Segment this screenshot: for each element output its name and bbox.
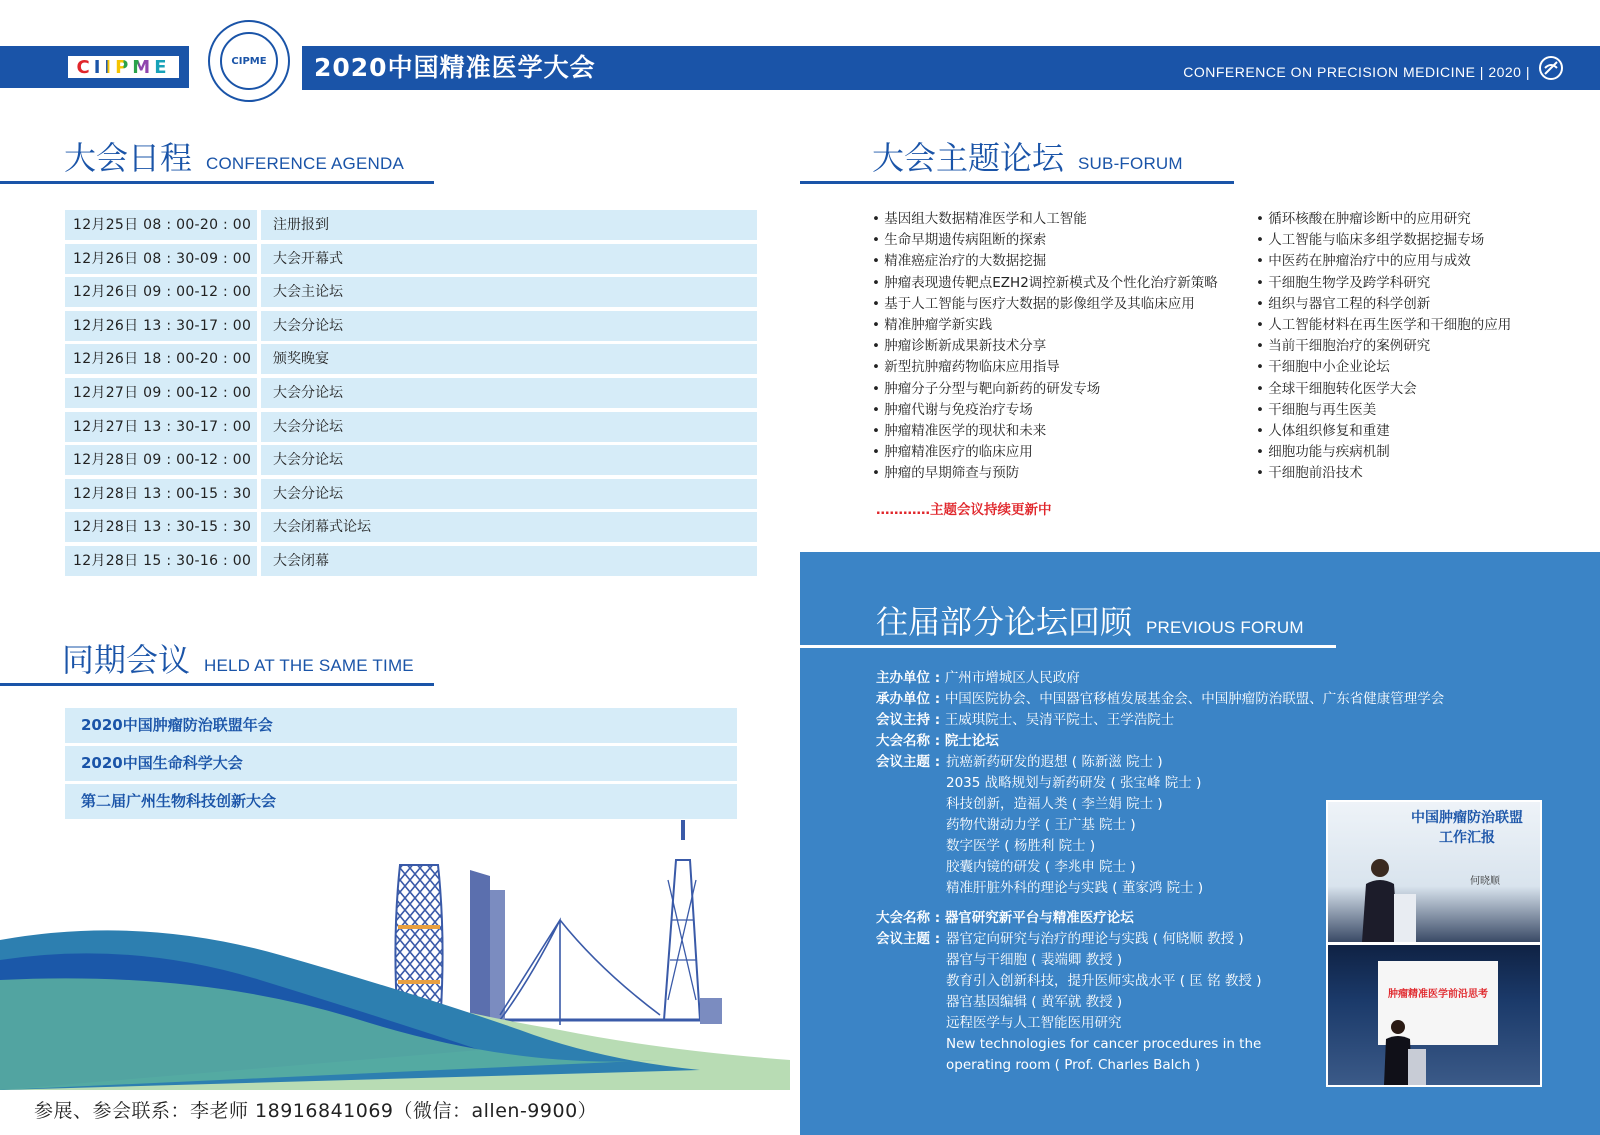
agenda-event: 大会分论坛 <box>261 412 757 442</box>
sub-forum-item: • 基于人工智能与医疗大数据的影像组学及其临床应用 <box>872 294 1218 315</box>
topic1-item: 2035 战略规划与新药研发 ( 张宝峰 院士 ) <box>946 775 1202 791</box>
agenda-event: 大会分论坛 <box>261 445 757 475</box>
sub-forum-item: • 肿瘤精准医疗的临床应用 <box>872 442 1218 463</box>
topic2-item: 器官与干细胞 ( 裴端卿 教授 ) <box>946 952 1123 968</box>
topic1-item: 数字医学 ( 杨胜利 院士 ) <box>946 838 1096 854</box>
agenda-row <box>65 546 757 576</box>
chair-line <box>876 710 1174 731</box>
same-time-item: 2020中国生命科学大会 <box>65 746 737 781</box>
conference-emblem <box>208 20 290 102</box>
topic2-item: New technologies for cancer procedures in the <box>946 1036 1262 1052</box>
sub-forum-list-left <box>872 209 1218 485</box>
agenda-time: 12月27日 09 : 00-12 : 00 <box>65 378 257 408</box>
sub-forum-title-rule <box>800 181 1234 184</box>
sub-forum-item: • 肿瘤代谢与免疫治疗专场 <box>872 400 1218 421</box>
sub-forum-item: • 新型抗肿瘤药物临床应用指导 <box>872 357 1218 378</box>
name1-value: 院士论坛 <box>944 733 999 749</box>
topic1-label: 会议主题 : <box>876 754 941 770</box>
photo1-speaker: 何晓顺 <box>1470 876 1500 887</box>
sub-forum-item: • 当前干细胞治疗的案例研究 <box>1256 336 1511 357</box>
sub-forum-item: • 全球干细胞转化医学大会 <box>1256 379 1511 400</box>
topic1-item: 精准肝脏外科的理论与实践 ( 董家鸿 院士 ) <box>946 880 1204 896</box>
agenda-event: 大会闭幕式论坛 <box>261 512 757 542</box>
agenda-row <box>65 378 757 408</box>
agenda-row <box>65 311 757 341</box>
photo2-caption: 肿瘤精准医学前沿思考 <box>1388 989 1488 1000</box>
agenda-title-cn: 大会日程 <box>64 139 193 177</box>
more-updating-note: …………主题会议持续更新中 <box>876 502 1052 518</box>
sub-forum-item: • 细胞功能与疾病机制 <box>1256 442 1511 463</box>
agenda-time: 12月28日 13 : 00-15 : 30 <box>65 479 257 509</box>
agenda-row <box>65 412 757 442</box>
topic2-item: 教育引入创新科技，提升医师实战水平 ( 匡 铭 教授 ) <box>946 973 1262 989</box>
name2-value: 器官研究新平台与精准医疗论坛 <box>944 910 1134 926</box>
agenda-title <box>64 138 404 184</box>
topic2-item: operating room ( Prof. Charles Balch ) <box>946 1057 1200 1073</box>
agenda-event: 大会闭幕 <box>261 546 757 576</box>
topic1-item: 抗癌新药研发的遐想 ( 陈新滋 院士 ) <box>946 754 1163 770</box>
organizer-value: 中国医院协会、中国器官移植发展基金会、中国肿瘤防治联盟、广东省健康管理学会 <box>944 691 1445 707</box>
topic2-item: 远程医学与人工智能医用研究 <box>946 1015 1122 1031</box>
same-time-title <box>62 640 414 686</box>
agenda-row <box>65 445 757 475</box>
city-skyline-illustration <box>0 820 790 1090</box>
agenda-row <box>65 277 757 307</box>
agenda-event: 颁奖晚宴 <box>261 344 757 374</box>
agenda-time: 12月28日 13 : 30-15 : 30 <box>65 512 257 542</box>
previous-title-rule <box>800 645 1336 648</box>
sub-forum-list-right <box>1256 209 1511 485</box>
previous-forum-title <box>876 602 1304 648</box>
sub-forum-item: • 生命早期遗传病阻断的探索 <box>872 230 1218 251</box>
agenda-time: 12月26日 18 : 00-20 : 00 <box>65 344 257 374</box>
speaker-figure-icon <box>1358 854 1418 942</box>
agenda-time: 12月26日 08 : 30-09 : 00 <box>65 244 257 274</box>
chair-label: 会议主持 : <box>876 712 945 728</box>
sub-forum-item: • 肿瘤精准医学的现状和未来 <box>872 421 1218 442</box>
host-value: 广州市增城区人民政府 <box>944 670 1080 686</box>
ciipme-logo <box>67 55 180 79</box>
agenda-time: 12月28日 09 : 00-12 : 00 <box>65 445 257 475</box>
topic2-item: 器官定向研究与治疗的理论与实践 ( 何晓顺 教授 ) <box>946 931 1244 947</box>
dna-icon <box>1538 55 1564 81</box>
topic2-label: 会议主题 : <box>876 931 941 947</box>
emblem-text: CIPME <box>220 32 278 90</box>
name1-label: 大会名称 : <box>876 733 945 749</box>
host-line <box>876 668 1080 689</box>
organizer-label: 承办单位 : <box>876 691 945 707</box>
agenda-time: 12月25日 08 : 00-20 : 00 <box>65 210 257 240</box>
sub-forum-item: • 肿瘤分子分型与靶向新药的研发专场 <box>872 379 1218 400</box>
sub-forum-title-cn: 大会主题论坛 <box>872 139 1065 177</box>
same-time-title-en: HELD AT THE SAME TIME <box>204 656 414 675</box>
agenda-row <box>65 244 757 274</box>
sub-forum-item: • 精准肿瘤学新实践 <box>872 315 1218 336</box>
sub-forum-item: • 人工智能材料在再生医学和干细胞的应用 <box>1256 315 1511 336</box>
topic1-item: 科技创新，造福人类 ( 李兰娟 院士 ) <box>946 796 1163 812</box>
agenda-title-rule <box>0 181 434 184</box>
same-time-title-cn: 同期会议 <box>62 641 191 679</box>
sub-forum-item: • 肿瘤的早期筛查与预防 <box>872 463 1218 484</box>
sub-forum-item: • 干细胞与再生医美 <box>1256 400 1511 421</box>
forum-photo-2 <box>1326 943 1542 1087</box>
sub-forum-item: • 基因组大数据精准医学和人工智能 <box>872 209 1218 230</box>
sub-forum-item: • 干细胞中小企业论坛 <box>1256 357 1511 378</box>
sub-forum-item: • 肿瘤表现遗传靶点EZH2调控新模式及个性化治疗新策略 <box>872 273 1218 294</box>
agenda-event: 大会分论坛 <box>261 479 757 509</box>
agenda-event: 注册报到 <box>261 210 757 240</box>
contact-info: 参展、参会联系：李老师 18916841069（微信：allen-9900） <box>34 1100 598 1122</box>
agenda-table <box>65 210 757 580</box>
name2-label: 大会名称 : <box>876 910 945 926</box>
sub-forum-item: • 干细胞生物学及跨学科研究 <box>1256 273 1511 294</box>
agenda-event: 大会开幕式 <box>261 244 757 274</box>
agenda-row <box>65 512 757 542</box>
sub-forum-title <box>872 138 1183 184</box>
previous-forum-panel <box>800 552 1600 1135</box>
same-time-item: 2020中国肿瘤防治联盟年会 <box>65 708 737 743</box>
host-label: 主办单位 : <box>876 670 945 686</box>
speaker-figure-icon <box>1380 1015 1430 1085</box>
sub-forum-item: • 肿瘤诊断新成果新技术分享 <box>872 336 1218 357</box>
previous-title-cn: 往届部分论坛回顾 <box>876 603 1133 641</box>
agenda-title-en: CONFERENCE AGENDA <box>206 154 405 173</box>
agenda-row <box>65 479 757 509</box>
chair-value: 王威琪院士、吴清平院士、王学浩院士 <box>944 712 1175 728</box>
agenda-time: 12月27日 13 : 30-17 : 00 <box>65 412 257 442</box>
agenda-row <box>65 210 757 240</box>
topic1-item: 胶囊内镜的研发 ( 李兆申 院士 ) <box>946 859 1136 875</box>
topic2-item: 器官基因编辑 ( 黄军就 教授 ) <box>946 994 1123 1010</box>
forum-photo-1 <box>1326 800 1542 944</box>
name2-line <box>876 908 1134 929</box>
agenda-time: 12月26日 13 : 30-17 : 00 <box>65 311 257 341</box>
sub-forum-item: • 中医药在肿瘤治疗中的应用与成效 <box>1256 251 1511 272</box>
same-time-list <box>65 708 737 822</box>
sub-forum-item: • 循环核酸在肿瘤诊断中的应用研究 <box>1256 209 1511 230</box>
photo1-caption: 中国肿瘤防治联盟工作汇报 <box>1411 810 1523 846</box>
agenda-event: 大会分论坛 <box>261 311 757 341</box>
previous-title-en: PREVIOUS FORUM <box>1146 618 1304 637</box>
page-subtitle: CONFERENCE ON PRECISION MEDICINE | 2020 | <box>1183 64 1530 80</box>
sub-forum-item: • 人工智能与临床多组学数据挖掘专场 <box>1256 230 1511 251</box>
name1-line <box>876 731 999 752</box>
same-time-title-rule <box>0 683 434 686</box>
page-title: 2020中国精准医学大会 <box>314 53 596 82</box>
agenda-row <box>65 344 757 374</box>
sub-forum-item: • 组织与器官工程的科学创新 <box>1256 294 1511 315</box>
agenda-time: 12月26日 09 : 00-12 : 00 <box>65 277 257 307</box>
agenda-time: 12月28日 15 : 30-16 : 00 <box>65 546 257 576</box>
sub-forum-item: • 干细胞前沿技术 <box>1256 463 1511 484</box>
agenda-event: 大会分论坛 <box>261 378 757 408</box>
sub-forum-title-en: SUB-FORUM <box>1078 154 1183 173</box>
logo-text: CIIPME <box>76 56 171 78</box>
agenda-event: 大会主论坛 <box>261 277 757 307</box>
topic1-item: 药物代谢动力学 ( 王广基 院士 ) <box>946 817 1136 833</box>
sub-forum-item: • 人体组织修复和重建 <box>1256 421 1511 442</box>
same-time-item: 第二届广州生物科技创新大会 <box>65 784 737 819</box>
sub-forum-item: • 精准癌症治疗的大数据挖掘 <box>872 251 1218 272</box>
organizer-line <box>876 689 1444 710</box>
